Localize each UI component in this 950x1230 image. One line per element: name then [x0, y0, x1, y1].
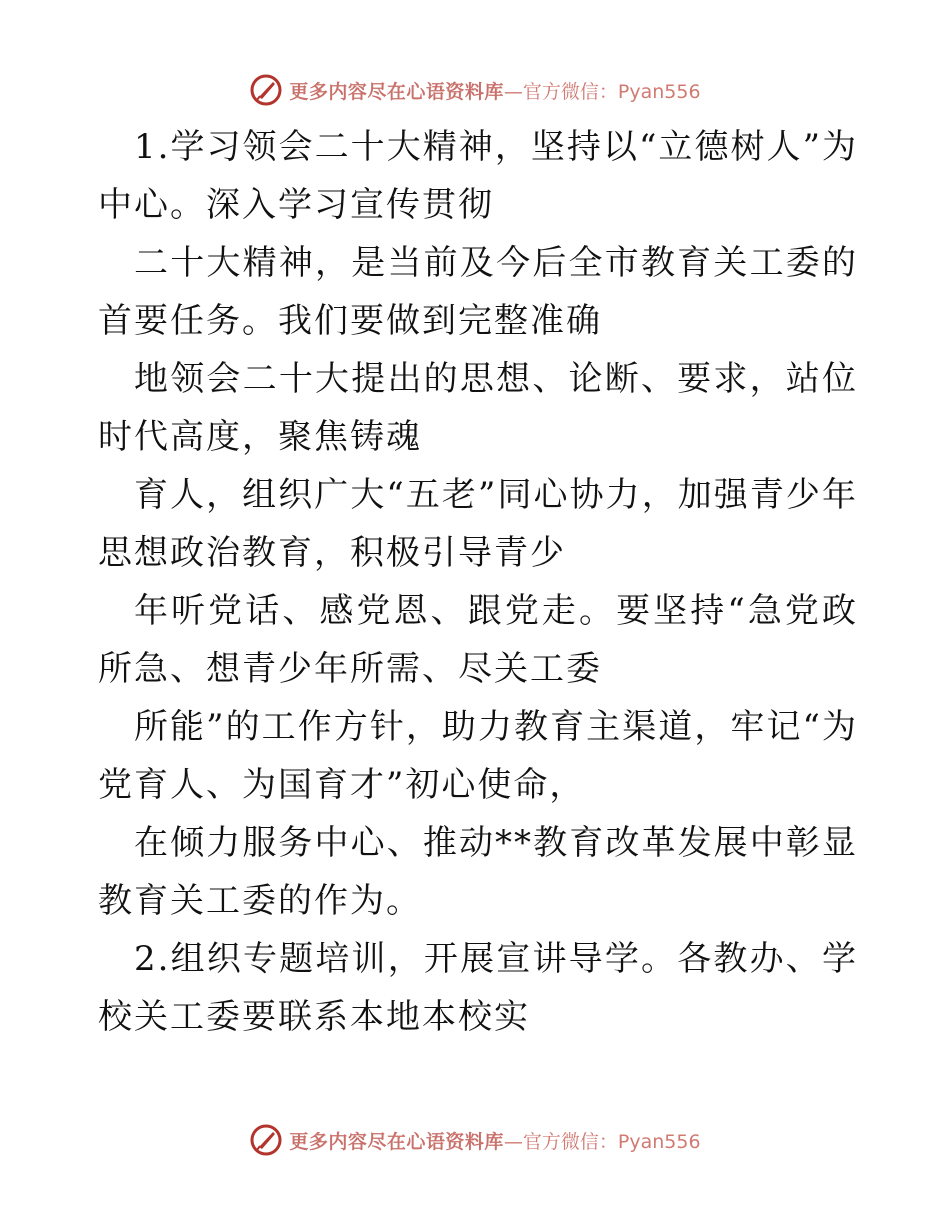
watermark-wechat-text: —官方微信：Pyan556 — [503, 1130, 701, 1153]
watermark-footer — [0, 1120, 950, 1160]
paragraph: 年听党话、感党恩、跟党走。要坚持“急党政所急、想青少年所需、尽关工委 — [98, 591, 858, 689]
quill-pen-circle-logo-icon — [249, 73, 283, 107]
paragraph: 在倾力服务中心、推动**教育改革发展中彰显教育关工委的作为。 — [98, 823, 858, 921]
watermark-wechat-text: —官方微信：Pyan556 — [503, 80, 701, 103]
document-body — [98, 118, 858, 1046]
paragraph: 二十大精神，是当前及今后全市教育关工委的首要任务。我们要做到完整准确 — [98, 243, 858, 341]
paragraph: 所能”的工作方针，助力教育主渠道，牢记“为党育人、为国育才”初心使命， — [98, 707, 858, 805]
paragraph: 2.组织专题培训，开展宣讲导学。各教办、学校关工委要联系本地本校实 — [98, 939, 858, 1037]
watermark-header — [0, 70, 950, 110]
quill-pen-circle-logo-icon — [249, 1123, 283, 1157]
watermark-main-text: 更多内容尽在心语资料库 — [289, 80, 504, 103]
paragraph: 1.学习领会二十大精神，坚持以“立德树人”为中心。深入学习宣传贯彻 — [98, 127, 858, 225]
paragraph: 地领会二十大提出的思想、论断、要求，站位时代高度，聚焦铸魂 — [98, 359, 858, 457]
paragraph: 育人，组织广大“五老”同心协力，加强青少年思想政治教育，积极引导青少 — [98, 475, 858, 573]
watermark-main-text: 更多内容尽在心语资料库 — [289, 1130, 504, 1153]
